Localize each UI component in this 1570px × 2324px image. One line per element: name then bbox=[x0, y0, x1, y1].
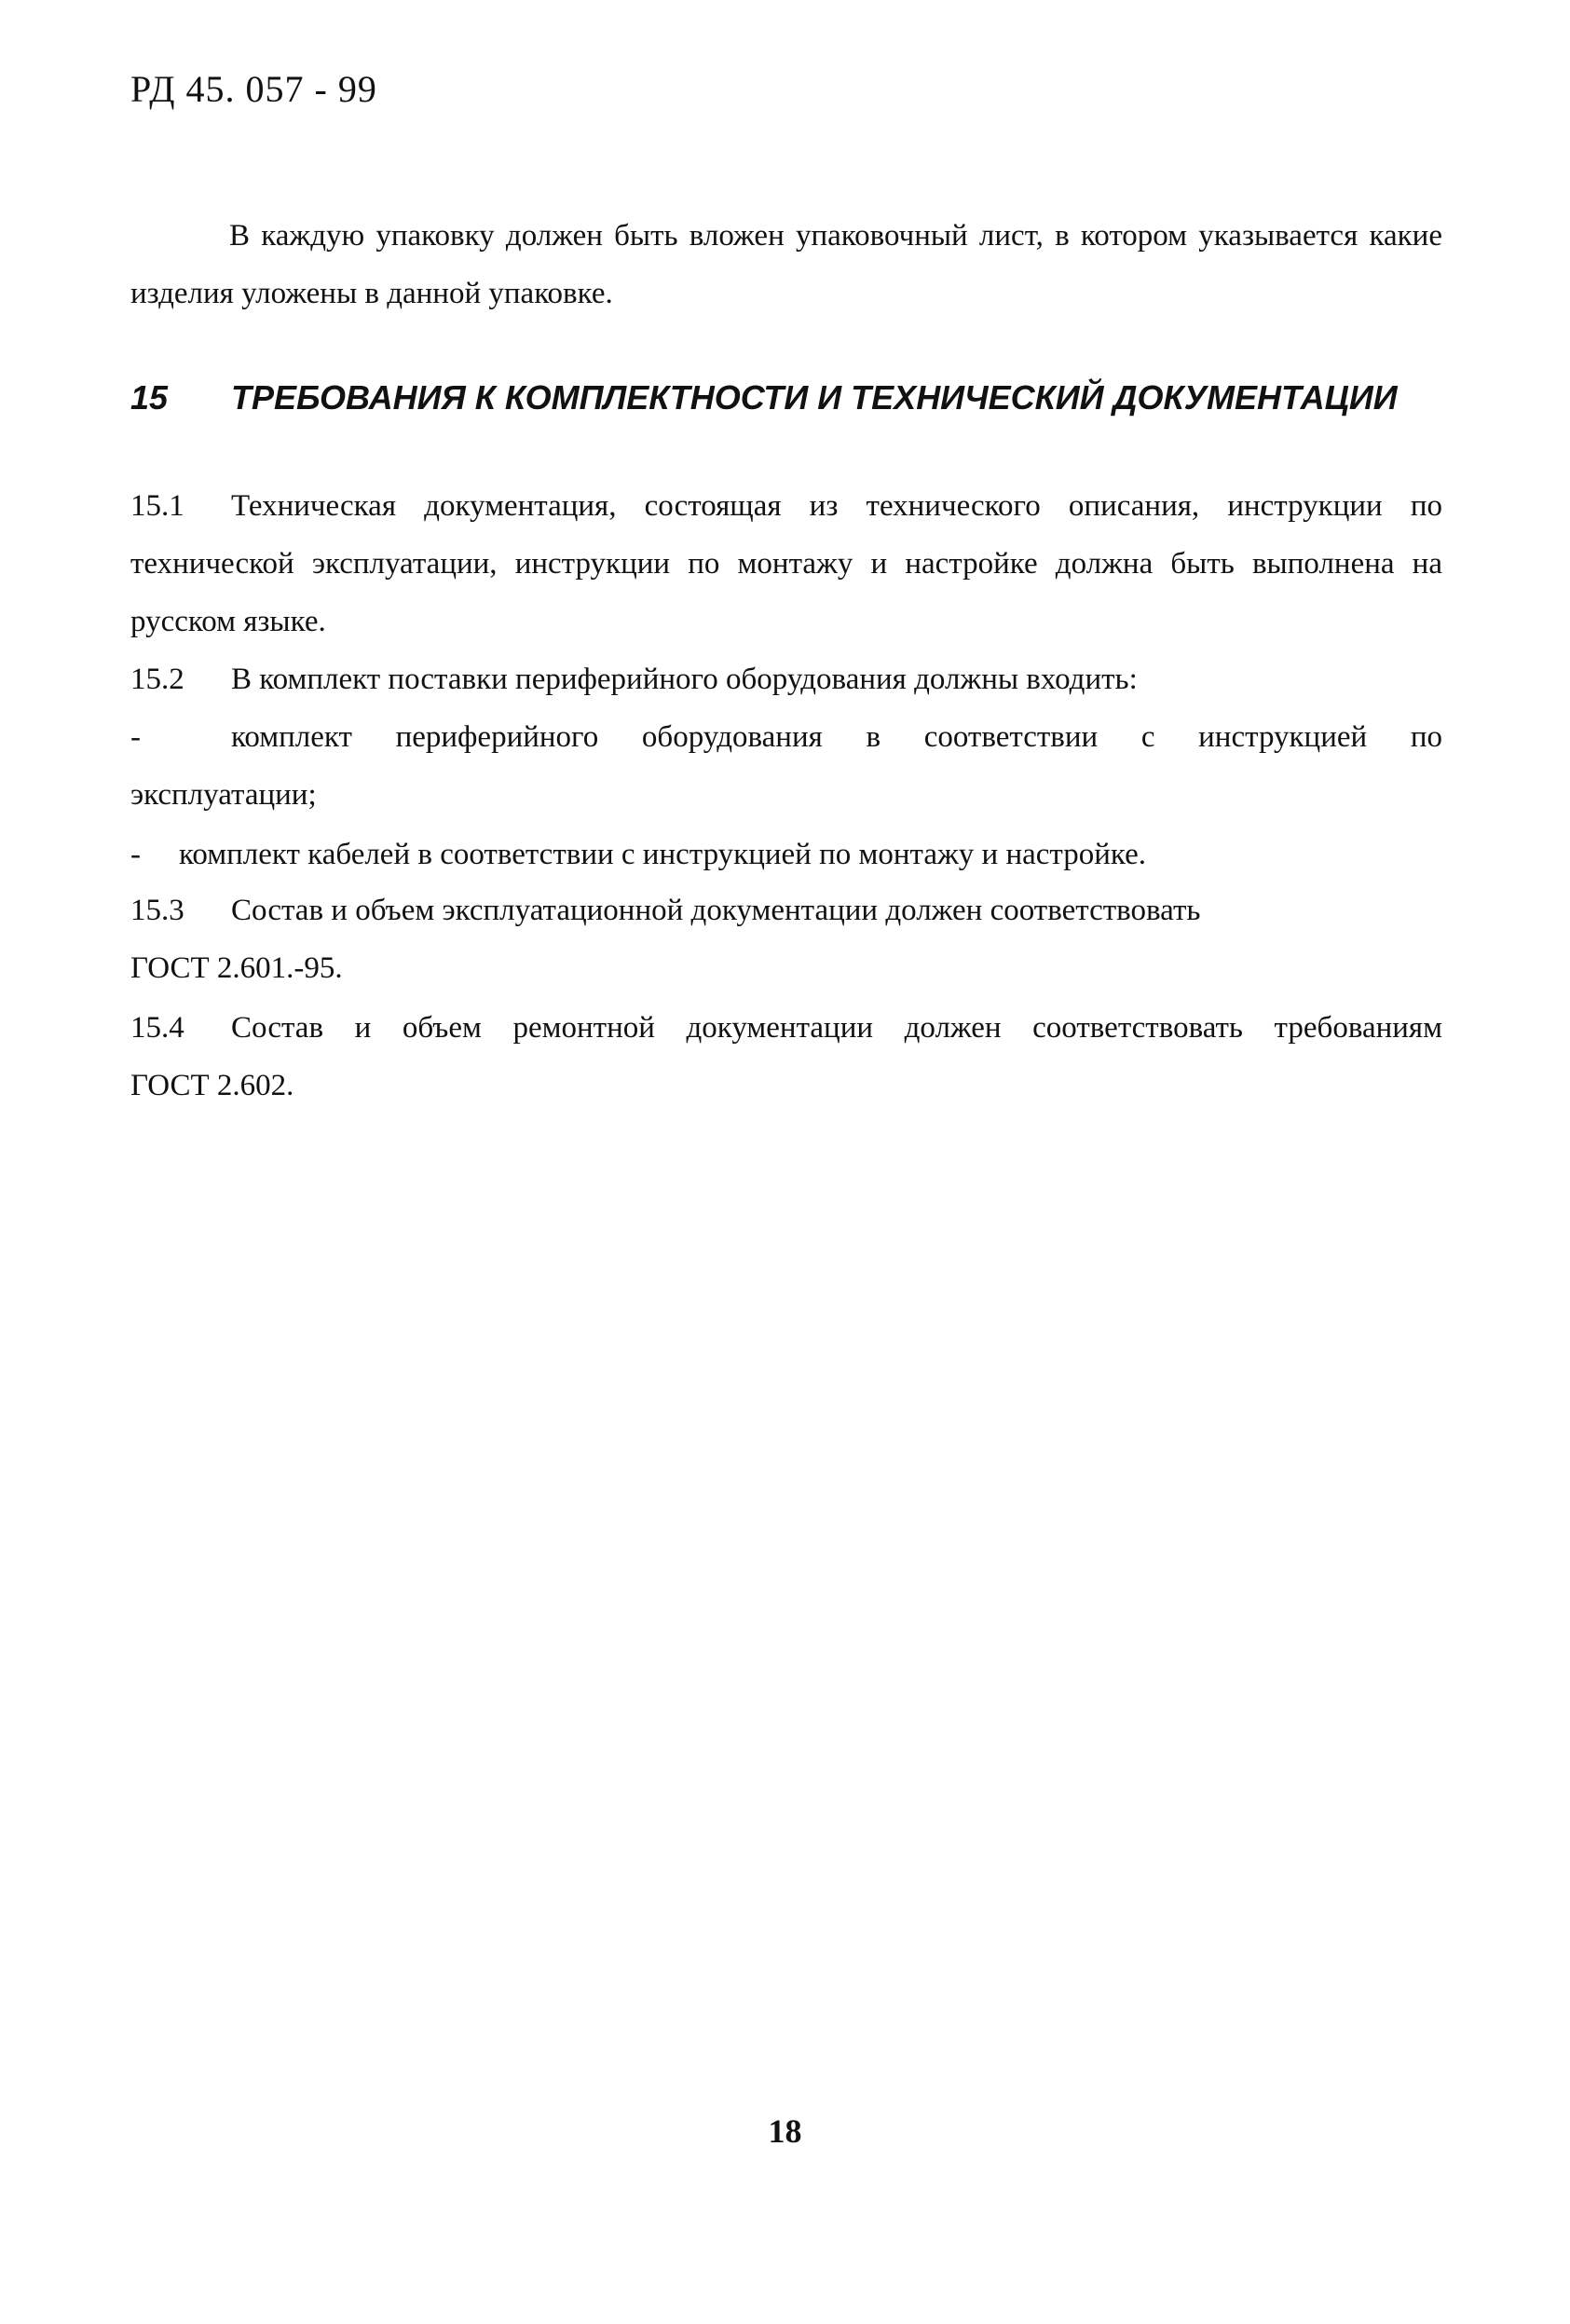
item-15-4 bbox=[130, 999, 1442, 1114]
section-heading bbox=[130, 378, 1454, 417]
bullet-item-1-line1: комплект периферийного оборудования в соответствии с инструкцией по bbox=[231, 720, 1442, 754]
item-number: 15.2 bbox=[130, 663, 184, 696]
section-number: 15 bbox=[130, 378, 169, 417]
item-15-1 bbox=[130, 477, 1442, 650]
item-15-3 bbox=[130, 882, 1442, 997]
bullet-item-1 bbox=[130, 708, 1442, 824]
intro-text: В каждую упаковку должен быть вложен упаковочный лист, в котором указывается какие изделия уложены в данной упаковке. bbox=[130, 219, 1442, 310]
item-15-1-line1: Техническая документация, состоящая из технического описания, инструкции по bbox=[231, 489, 1442, 523]
item-15-4-first-line bbox=[130, 999, 1442, 1057]
item-15-4-line1: Состав и объем ремонтной документации должен соответствовать требованиям bbox=[231, 1011, 1442, 1045]
bullet-item-2-text: комплект кабелей в соответствии с инструкцией по монтажу и настройке. bbox=[179, 838, 1147, 871]
section-title: ТРЕБОВАНИЯ К КОМПЛЕКТНОСТИ И ТЕХНИЧЕСКИЙ ДОКУМЕНТАЦИИ bbox=[231, 378, 1398, 417]
item-15-2 bbox=[130, 650, 1442, 708]
intro-paragraph bbox=[130, 207, 1442, 322]
bullet-item-1-first-line bbox=[130, 708, 1442, 766]
item-15-3-rest: ГОСТ 2.601.-95. bbox=[130, 951, 343, 985]
item-number: 15.3 bbox=[130, 894, 184, 927]
bullet-dash: - bbox=[130, 838, 141, 871]
item-15-4-rest: ГОСТ 2.602. bbox=[130, 1069, 294, 1102]
document-code: РД 45. 057 - 99 bbox=[130, 68, 377, 110]
item-15-3-text: Состав и объем эксплуатационной документации должен соответствовать bbox=[231, 894, 1201, 927]
item-number: 15.4 bbox=[130, 1011, 184, 1045]
bullet-dash: - bbox=[130, 720, 141, 754]
bullet-item-1-rest: эксплуатации; bbox=[130, 778, 317, 812]
item-15-1-rest: технической эксплуатации, инструкции по монтажу и настройке должна быть выполнена на русском языке. bbox=[130, 547, 1442, 638]
item-number: 15.1 bbox=[130, 489, 184, 523]
page-number: 18 bbox=[768, 2112, 802, 2150]
item-15-2-text: В комплект поставки периферийного оборудования должны входить: bbox=[231, 663, 1138, 696]
bullet-item-2 bbox=[130, 826, 1442, 883]
item-15-1-first-line bbox=[130, 477, 1442, 535]
